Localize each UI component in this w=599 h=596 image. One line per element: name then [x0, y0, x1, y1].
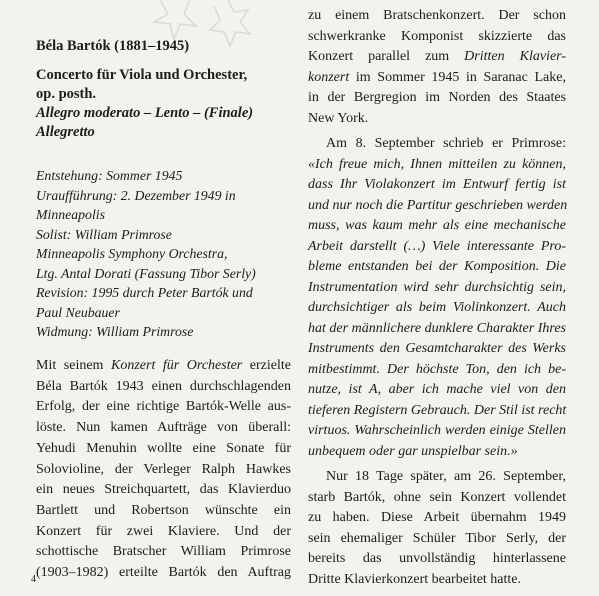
text-line: New York.	[308, 110, 369, 126]
text-line: Am 8. September schrieb er Primrose:	[326, 136, 566, 151]
text-line: löste. Nun kamen Aufträge von überall:	[36, 420, 291, 436]
text-line: Mit seinem Konzert für Orchester erzielte	[36, 358, 291, 373]
quote-line: bleme entstanden bei der Komposition. Die	[308, 259, 566, 274]
letter-quote	[308, 155, 566, 463]
metadata-line: Minneapolis	[36, 207, 105, 222]
metadata-line: Ltg. Antal Dorati (Fassung Tibor Serly)	[36, 265, 256, 281]
text-line: Bartlett und Robertson wünschte ein	[36, 502, 291, 518]
quote-line: und nur noch die Partitur geschrieben werden	[308, 197, 568, 213]
quote-line: Arbeit darstellt (…) Viele interessante Pro-	[308, 238, 566, 254]
quote-line: nutze, ist A, aber ich mache viel von den	[308, 382, 566, 397]
work-title-line: Concerto für Viola und Orchester,	[36, 67, 248, 83]
movements	[36, 104, 296, 142]
movement-line: Allegro moderato – Lento – (Finale)	[36, 105, 254, 121]
movement-line: Allegretto	[36, 124, 95, 140]
text-line: (1903–1982) erteilte Bartók den Auftrag	[36, 565, 291, 581]
quote-line: unbequem oder gar unspielbar sein.»	[308, 443, 518, 459]
composer-heading: Béla Bartók (1881–1945)	[36, 38, 190, 54]
quote-line: tieferen Registern Gebrauch. Der Stil ist recht	[308, 402, 567, 418]
text-line: ein neues Streichquartett, das Klavierduo	[36, 482, 291, 498]
text-line: Béla Bartók 1943 einen durchschlagenden	[36, 378, 291, 394]
text-line: Yehudi Menuhin wollte eine Sonate für	[36, 440, 291, 456]
work-title-line: op. posth.	[36, 86, 97, 102]
metadata-line: Uraufführung: 2. Dezember 1949 in	[36, 187, 236, 203]
text-line: schwerkranke Komponist skizzierte das	[308, 28, 566, 44]
text-line: bereits das unvollständig hinterlassene	[308, 551, 566, 566]
metadata-line: Solist: William Primrose	[36, 226, 172, 242]
quote-line: «Ich freue mich, Ihnen mitteilen zu können,	[308, 156, 566, 172]
text-line: Nur 18 Tage später, am 26. September,	[326, 469, 566, 484]
body-text-left	[36, 356, 291, 584]
text-line: Dritte Klavierkonzert bearbeitet hatte.	[308, 571, 522, 587]
text-line: zu einem Bratschenkonzert. Der schon	[308, 8, 566, 23]
quote-line: Instruments den Gesamtcharakter des Werks	[308, 341, 566, 356]
text-line: Konzert für zwei Klaviere. Und der	[36, 523, 291, 539]
work-metadata	[36, 166, 296, 342]
metadata-line: Minneapolis Symphony Orchestra,	[36, 246, 228, 261]
text-line: zu haben. Diese Arbeit übernahm 1949	[308, 510, 566, 525]
quote-line: muss, was kaum mehr als eine mechanische	[308, 218, 566, 233]
work-title	[36, 66, 296, 104]
text-line: Konzert parallel zum Dritten Klavier-	[308, 49, 566, 64]
metadata-line: Revision: 1995 durch Peter Bartók und	[36, 285, 253, 300]
metadata-line: Widmung: William Primrose	[36, 324, 194, 339]
text-line: konzert im Sommer 1945 in Saranac Lake,	[308, 69, 566, 85]
text-line: in der Bergregion im Norden des Staates	[308, 90, 566, 105]
text-line: schottische Bratscher William Primrose	[36, 544, 291, 560]
metadata-line: Entstehung: Sommer 1945	[36, 168, 183, 183]
page-number: 4	[31, 574, 36, 585]
text-line: Solovioline, der Verleger Ralph Hawkes	[36, 461, 291, 477]
quote-line: virtuos. Wahrscheinlich werden einige Stellen	[308, 423, 566, 438]
text-line: sein ehemaliger Schüler Tibor Serly, der	[308, 530, 566, 546]
quote-line: mitbestimmt. Der höchste Ton, den ich be-	[308, 361, 566, 377]
text-line: starb Bartók, ohne sein Konzert vollendet	[308, 489, 566, 505]
metadata-line: Paul Neubauer	[36, 304, 120, 320]
quote-line: hat der männlichere dunklere Charakter Ihres	[308, 320, 566, 336]
body-text-right	[308, 6, 566, 590]
text-line: Erfolg, der eine richtige Bartók-Welle aus-	[36, 399, 291, 415]
quote-line: durchsichtiger als beim Violinkonzert. Auch	[308, 300, 566, 315]
quote-line: dass Ihr Violakonzert im Entwurf fertig ist	[308, 177, 566, 192]
quote-line: Instrumentation wird sehr durchsichtig sein,	[308, 279, 566, 295]
